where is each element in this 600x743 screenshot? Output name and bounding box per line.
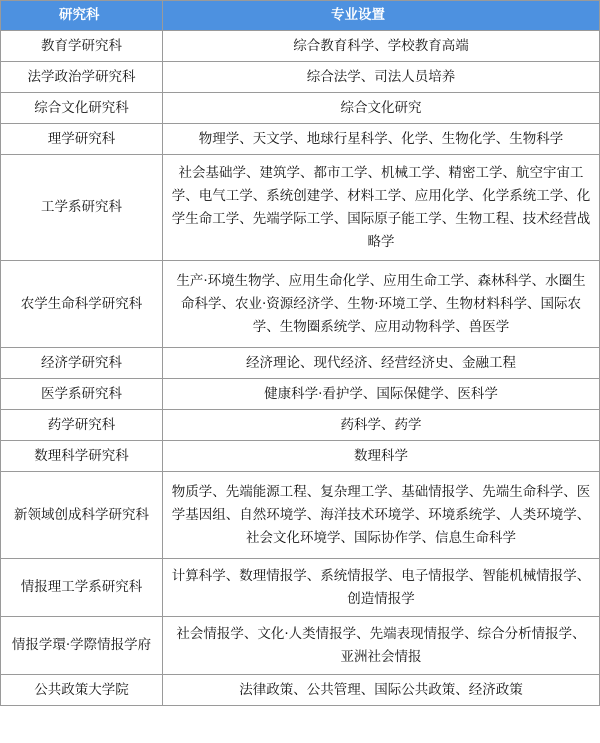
majors-list: 综合法学、司法人员培养: [163, 62, 600, 93]
table-row: [1, 617, 600, 675]
school-name: 法学政治学研究科: [1, 62, 163, 93]
school-name: 教育学研究科: [1, 31, 163, 62]
school-name: 公共政策大学院: [1, 675, 163, 706]
majors-list: 药科学、药学: [163, 410, 600, 441]
table-row: [1, 62, 600, 93]
majors-list: 法律政策、公共管理、国际公共政策、经济政策: [163, 675, 600, 706]
school-name: 情报学環·学際情报学府: [1, 617, 163, 675]
table-row: [1, 559, 600, 617]
majors-list: 经济理论、现代经济、经营经济史、金融工程: [163, 348, 600, 379]
table-row: [1, 155, 600, 261]
majors-list: 计算科学、数理情报学、系统情报学、电子情报学、智能机械情报学、创造情报学: [163, 559, 600, 617]
majors-list: 社会基础学、建筑学、都市工学、机械工学、精密工学、航空宇宙工学、电气工学、系统创建学、材料工学、应用化学、化学系统工学、化学生命工学、先端学际工学、国际原子能工学、生物工程、技术经营战略学: [163, 155, 600, 261]
majors-list: 健康科学·看护学、国际保健学、医科学: [163, 379, 600, 410]
table-row: [1, 675, 600, 706]
majors-list: 社会情报学、文化·人类情报学、先端表现情报学、综合分析情报学、亚洲社会情报: [163, 617, 600, 675]
table-body: [1, 31, 600, 706]
majors-list: 物质学、先端能源工程、复杂理工学、基础情报学、先端生命科学、医学基因组、自然环境学、海洋技术环境学、环境系统学、人类环境学、社会文化环境学、国际协作学、信息生命科学: [163, 472, 600, 559]
table-row: [1, 124, 600, 155]
table-row: [1, 31, 600, 62]
table-row: [1, 348, 600, 379]
header-school: 研究科: [1, 1, 163, 31]
majors-list: 生产·环境生物学、应用生命化学、应用生命工学、森林科学、水圈生命科学、农业·资源经济学、生物·环境工学、生物材料科学、国际农学、生物圈系统学、应用动物科学、兽医学: [163, 261, 600, 348]
majors-list: 数理科学: [163, 441, 600, 472]
school-name: 理学研究科: [1, 124, 163, 155]
table-row: [1, 379, 600, 410]
header-majors: 专业设置: [163, 1, 600, 31]
majors-list: 物理学、天文学、地球行星科学、化学、生物化学、生物科学: [163, 124, 600, 155]
school-name: 工学系研究科: [1, 155, 163, 261]
table-row: [1, 93, 600, 124]
school-name: 综合文化研究科: [1, 93, 163, 124]
school-name: 新领域创成科学研究科: [1, 472, 163, 559]
table-row: [1, 261, 600, 348]
table-row: [1, 472, 600, 559]
table-row: [1, 410, 600, 441]
table-row: [1, 441, 600, 472]
school-name: 农学生命科学研究科: [1, 261, 163, 348]
majors-list: 综合教育科学、学校教育高端: [163, 31, 600, 62]
school-name: 药学研究科: [1, 410, 163, 441]
header-row: [1, 1, 600, 31]
school-name: 情报理工学系研究科: [1, 559, 163, 617]
school-name: 经济学研究科: [1, 348, 163, 379]
school-name: 数理科学研究科: [1, 441, 163, 472]
school-name: 医学系研究科: [1, 379, 163, 410]
majors-list: 综合文化研究: [163, 93, 600, 124]
